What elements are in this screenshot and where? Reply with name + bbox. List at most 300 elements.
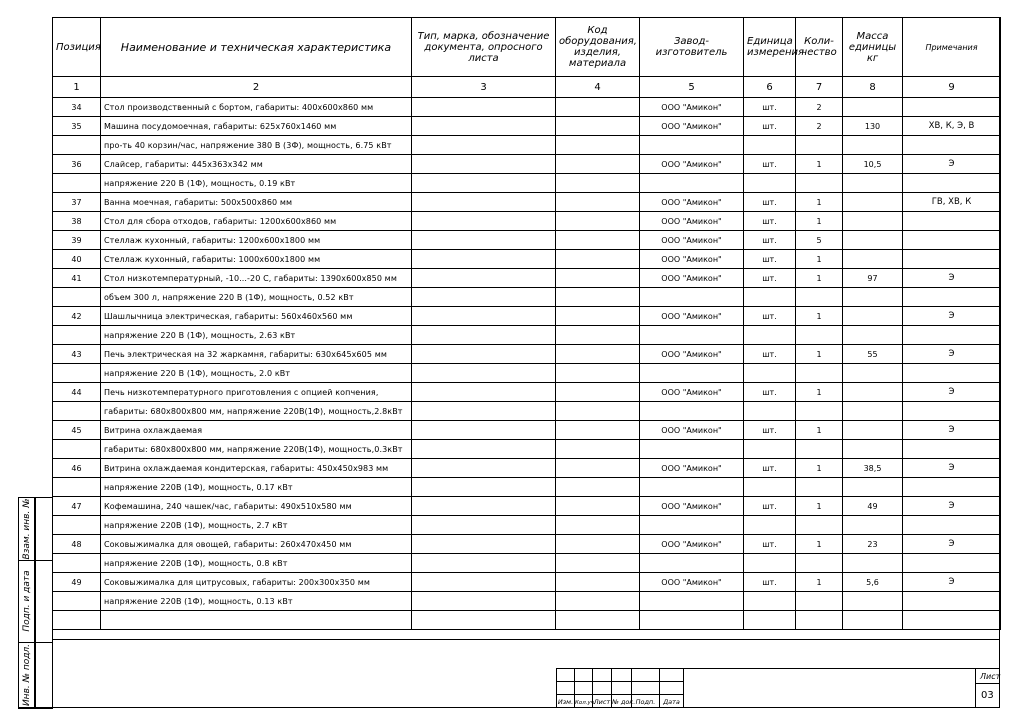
column-number: 1 [53, 77, 101, 98]
row-position: 48 [53, 535, 101, 554]
row-qty: 1 [796, 383, 843, 402]
tb-cell [592, 681, 612, 695]
row-unit: шт. [744, 497, 796, 516]
tb-label-cell [574, 694, 596, 708]
row-qty [796, 592, 843, 611]
sheet-number: 03 [981, 690, 994, 701]
row-name [101, 611, 412, 630]
row-position: 36 [53, 155, 101, 174]
table-row [53, 592, 1001, 611]
row-unit [744, 554, 796, 573]
row-remark [903, 592, 1001, 611]
row-name: Печь низкотемпературного приготовления с опцией копчения, [101, 383, 412, 402]
table-row [53, 212, 1001, 231]
row-position: 34 [53, 98, 101, 117]
row-position: 46 [53, 459, 101, 478]
tb-cell [631, 681, 660, 695]
row-name: напряжение 220В (1Ф), мощность, 0.8 кВт [101, 554, 412, 573]
row-manufacturer [640, 288, 744, 307]
row-type [412, 288, 556, 307]
row-manufacturer: ООО "Амикон" [640, 573, 744, 592]
row-position: 43 [53, 345, 101, 364]
table-row [53, 611, 1001, 630]
row-qty [796, 554, 843, 573]
stamp-vzam-inv-text: Взам. инв. № [22, 498, 32, 560]
row-qty: 1 [796, 345, 843, 364]
row-name: Витрина охлаждаемая кондитерская, габариты: 450x450x983 мм [101, 459, 412, 478]
specification-body [53, 98, 1001, 630]
column-number: 9 [903, 77, 1001, 98]
row-unit: шт. [744, 250, 796, 269]
header-row [53, 18, 1001, 77]
row-type [412, 174, 556, 193]
row-position [53, 440, 101, 459]
table-row [53, 231, 1001, 250]
row-position: 44 [53, 383, 101, 402]
row-remark [903, 212, 1001, 231]
stamp-podp-data [19, 560, 35, 643]
row-name: габариты: 680x800x800 мм, напряжение 220В(1Ф), мощность,0.3кВт [101, 440, 412, 459]
table-row [53, 174, 1001, 193]
row-name: Кофемашина, 240 чашек/час, габариты: 490x510x580 мм [101, 497, 412, 516]
column-number: 2 [101, 77, 412, 98]
row-type [412, 136, 556, 155]
header-remark: Примечания [903, 18, 1001, 77]
row-type [412, 364, 556, 383]
row-unit: шт. [744, 307, 796, 326]
row-manufacturer: ООО "Амикон" [640, 231, 744, 250]
row-unit: шт. [744, 212, 796, 231]
row-qty: 5 [796, 231, 843, 250]
row-code [556, 174, 640, 193]
tb-label-cell [631, 694, 660, 708]
row-manufacturer: ООО "Амикон" [640, 345, 744, 364]
row-remark [903, 98, 1001, 117]
row-mass [843, 421, 903, 440]
tb-cell [556, 668, 575, 682]
row-position: 41 [53, 269, 101, 288]
row-code [556, 231, 640, 250]
row-type [412, 269, 556, 288]
row-position: 38 [53, 212, 101, 231]
row-type [412, 250, 556, 269]
table-row [53, 250, 1001, 269]
row-unit: шт. [744, 269, 796, 288]
row-mass: 5,6 [843, 573, 903, 592]
tb-cell [556, 681, 575, 695]
row-type [412, 345, 556, 364]
row-unit: шт. [744, 421, 796, 440]
header-position: Позиция [53, 18, 101, 77]
column-number: 8 [843, 77, 903, 98]
row-qty: 1 [796, 535, 843, 554]
tb-cell [574, 668, 593, 682]
column-number: 4 [556, 77, 640, 98]
header-name: Наименование и техническая характеристика [101, 18, 412, 77]
row-manufacturer [640, 611, 744, 630]
row-unit: шт. [744, 573, 796, 592]
table-bottom-line [52, 639, 1000, 640]
row-code [556, 535, 640, 554]
column-number-row [53, 77, 1001, 98]
table-row [53, 459, 1001, 478]
row-code [556, 269, 640, 288]
row-remark [903, 231, 1001, 250]
row-manufacturer: ООО "Амикон" [640, 212, 744, 231]
row-position [53, 326, 101, 345]
title-block [556, 668, 1000, 708]
row-manufacturer: ООО "Амикон" [640, 459, 744, 478]
row-mass: 130 [843, 117, 903, 136]
row-mass [843, 307, 903, 326]
row-manufacturer: ООО "Амикон" [640, 421, 744, 440]
header-code: Код оборудования, изделия, материала [556, 18, 640, 77]
row-remark: Э [903, 307, 1001, 326]
row-position [53, 516, 101, 535]
row-name: про-ть 40 корзин/час, напряжение 380 В (3Ф), мощность, 6.75 кВт [101, 136, 412, 155]
tb-title-area [683, 668, 976, 708]
row-code [556, 611, 640, 630]
header-qty: Коли-чество [796, 18, 843, 77]
row-manufacturer [640, 440, 744, 459]
row-code [556, 364, 640, 383]
row-type [412, 611, 556, 630]
row-unit [744, 326, 796, 345]
row-remark [903, 440, 1001, 459]
table-row [53, 288, 1001, 307]
row-position: 39 [53, 231, 101, 250]
row-manufacturer: ООО "Амикон" [640, 193, 744, 212]
row-unit: шт. [744, 98, 796, 117]
tb-cell [659, 681, 684, 695]
row-position [53, 554, 101, 573]
specification-table [52, 17, 1001, 630]
row-manufacturer: ООО "Амикон" [640, 98, 744, 117]
row-remark: Э [903, 497, 1001, 516]
row-code [556, 288, 640, 307]
row-qty [796, 440, 843, 459]
row-remark [903, 174, 1001, 193]
side-stamps [18, 497, 52, 707]
row-code [556, 459, 640, 478]
row-name: напряжение 220 В (1Ф), мощность, 2.0 кВт [101, 364, 412, 383]
sheet-label: Лист [980, 672, 1001, 681]
row-mass [843, 174, 903, 193]
tb-label-podp: Подп. [635, 698, 656, 706]
tb-cell [659, 668, 684, 682]
row-mass [843, 212, 903, 231]
row-code [556, 250, 640, 269]
row-remark [903, 136, 1001, 155]
tb-label-cell [556, 694, 575, 708]
row-unit: шт. [744, 155, 796, 174]
table-row [53, 98, 1001, 117]
stamp-inv-podl [19, 642, 35, 708]
row-manufacturer [640, 516, 744, 535]
table-row [53, 345, 1001, 364]
row-mass: 97 [843, 269, 903, 288]
row-mass [843, 592, 903, 611]
row-qty [796, 402, 843, 421]
row-unit: шт. [744, 535, 796, 554]
row-name: напряжение 220В (1Ф), мощность, 0.13 кВт [101, 592, 412, 611]
row-type [412, 478, 556, 497]
row-manufacturer: ООО "Амикон" [640, 383, 744, 402]
row-code [556, 345, 640, 364]
stamp-inv-podl-text: Инв. № подл. [22, 643, 32, 707]
row-remark [903, 611, 1001, 630]
row-mass [843, 326, 903, 345]
row-remark: Э [903, 383, 1001, 402]
row-position [53, 611, 101, 630]
row-remark [903, 554, 1001, 573]
row-unit [744, 440, 796, 459]
row-unit [744, 592, 796, 611]
table-row [53, 307, 1001, 326]
row-qty [796, 478, 843, 497]
row-name: Стол для сбора отходов, габариты: 1200x600x860 мм [101, 212, 412, 231]
row-manufacturer: ООО "Амикон" [640, 155, 744, 174]
table-row [53, 155, 1001, 174]
row-mass [843, 231, 903, 250]
tb-sheet-divider [975, 683, 1000, 684]
row-type [412, 421, 556, 440]
row-name: объем 300 л, напряжение 220 В (1Ф), мощность, 0.52 кВт [101, 288, 412, 307]
row-manufacturer [640, 174, 744, 193]
row-remark: Э [903, 459, 1001, 478]
column-number: 5 [640, 77, 744, 98]
row-mass [843, 250, 903, 269]
table-row [53, 402, 1001, 421]
row-type [412, 592, 556, 611]
row-name: Витрина охлаждаемая [101, 421, 412, 440]
row-remark [903, 326, 1001, 345]
tb-label-doc: № док. [612, 698, 636, 706]
row-name: Машина посудомоечная, габариты: 625x760x1460 мм [101, 117, 412, 136]
row-position: 47 [53, 497, 101, 516]
row-code [556, 402, 640, 421]
row-mass [843, 402, 903, 421]
row-unit: шт. [744, 193, 796, 212]
table-row [53, 535, 1001, 554]
table-row [53, 497, 1001, 516]
row-code [556, 440, 640, 459]
row-position: 42 [53, 307, 101, 326]
row-manufacturer [640, 402, 744, 421]
row-manufacturer [640, 592, 744, 611]
row-code [556, 573, 640, 592]
table-row [53, 573, 1001, 592]
row-mass [843, 440, 903, 459]
row-qty: 1 [796, 155, 843, 174]
row-qty: 1 [796, 212, 843, 231]
row-qty: 1 [796, 497, 843, 516]
row-position: 40 [53, 250, 101, 269]
row-code [556, 136, 640, 155]
table-row [53, 421, 1001, 440]
tb-label-cell [659, 694, 684, 708]
row-mass [843, 98, 903, 117]
row-qty: 1 [796, 307, 843, 326]
row-type [412, 516, 556, 535]
stamp-value-cell [35, 560, 52, 643]
row-code [556, 497, 640, 516]
tb-label-data: Дата [663, 698, 680, 706]
tb-cell [611, 681, 632, 695]
row-name: габариты: 680x800x800 мм, напряжение 220В(1Ф), мощность,2.8кВт [101, 402, 412, 421]
row-position [53, 364, 101, 383]
row-mass: 38,5 [843, 459, 903, 478]
table-row [53, 554, 1001, 573]
row-type [412, 193, 556, 212]
table-row [53, 383, 1001, 402]
row-manufacturer: ООО "Амикон" [640, 269, 744, 288]
row-mass: 49 [843, 497, 903, 516]
row-type [412, 573, 556, 592]
row-name: Соковыжималка для овощей, габариты: 260x470x450 мм [101, 535, 412, 554]
row-name: напряжение 220В (1Ф), мощность, 2.7 кВт [101, 516, 412, 535]
row-remark [903, 288, 1001, 307]
row-position: 45 [53, 421, 101, 440]
row-unit: шт. [744, 117, 796, 136]
row-code [556, 326, 640, 345]
row-mass [843, 383, 903, 402]
row-name: Стол производственный с бортом, габариты: 400x600x860 мм [101, 98, 412, 117]
stamp-vzam-inv [19, 498, 35, 561]
row-code [556, 478, 640, 497]
row-code [556, 155, 640, 174]
row-position [53, 478, 101, 497]
row-qty [796, 611, 843, 630]
row-mass [843, 554, 903, 573]
row-unit [744, 516, 796, 535]
row-qty [796, 288, 843, 307]
row-code [556, 592, 640, 611]
stamp-podp-data-text: Подп. и дата [22, 570, 32, 632]
row-code [556, 421, 640, 440]
row-unit [744, 478, 796, 497]
header-manufacturer: Завод-изготовитель [640, 18, 744, 77]
row-unit: шт. [744, 459, 796, 478]
row-remark: Э [903, 421, 1001, 440]
header-type: Тип, марка, обозначение документа, опросного листа [412, 18, 556, 77]
header-mass: Масса единицы кг [843, 18, 903, 77]
row-qty: 2 [796, 117, 843, 136]
tb-label-izm: Изм. [557, 698, 574, 706]
row-type [412, 535, 556, 554]
row-remark [903, 250, 1001, 269]
table-row [53, 117, 1001, 136]
row-qty: 1 [796, 250, 843, 269]
row-qty: 1 [796, 573, 843, 592]
row-qty: 1 [796, 421, 843, 440]
row-unit: шт. [744, 383, 796, 402]
tb-label-cell [611, 694, 636, 708]
row-unit [744, 402, 796, 421]
row-remark: Э [903, 535, 1001, 554]
row-name: напряжение 220 В (1Ф), мощность, 2.63 кВт [101, 326, 412, 345]
row-type [412, 117, 556, 136]
row-mass [843, 193, 903, 212]
row-position [53, 592, 101, 611]
row-manufacturer: ООО "Амикон" [640, 497, 744, 516]
row-remark: Э [903, 269, 1001, 288]
row-name: Слайсер, габариты: 445x363x342 мм [101, 155, 412, 174]
row-position [53, 174, 101, 193]
row-mass: 55 [843, 345, 903, 364]
table-row [53, 269, 1001, 288]
table-row [53, 440, 1001, 459]
row-mass [843, 136, 903, 155]
row-qty: 1 [796, 269, 843, 288]
table-row [53, 193, 1001, 212]
row-remark [903, 478, 1001, 497]
row-manufacturer [640, 554, 744, 573]
row-code [556, 383, 640, 402]
column-number: 7 [796, 77, 843, 98]
row-mass [843, 516, 903, 535]
row-name: Стеллаж кухонный, габариты: 1000x600x1800 мм [101, 250, 412, 269]
row-type [412, 383, 556, 402]
row-unit [744, 136, 796, 155]
row-manufacturer: ООО "Амикон" [640, 307, 744, 326]
row-name: Стеллаж кухонный, габариты: 1200x600x1800 мм [101, 231, 412, 250]
row-mass [843, 478, 903, 497]
row-qty [796, 174, 843, 193]
row-remark: Э [903, 155, 1001, 174]
row-code [556, 117, 640, 136]
row-manufacturer: ООО "Амикон" [640, 250, 744, 269]
row-qty [796, 136, 843, 155]
row-remark: ГВ, ХВ, К [903, 193, 1001, 212]
tb-cell [611, 668, 632, 682]
row-type [412, 554, 556, 573]
stamp-col-values [34, 497, 53, 709]
row-remark [903, 402, 1001, 421]
row-mass: 23 [843, 535, 903, 554]
tb-label-cell [592, 694, 612, 708]
tb-label-kol-uch: Кол.уч. [575, 700, 596, 706]
row-unit [744, 288, 796, 307]
row-type [412, 402, 556, 421]
row-unit [744, 174, 796, 193]
table-row [53, 364, 1001, 383]
table-row [53, 326, 1001, 345]
row-code [556, 307, 640, 326]
column-number: 3 [412, 77, 556, 98]
row-manufacturer: ООО "Амикон" [640, 535, 744, 554]
row-code [556, 212, 640, 231]
row-type [412, 231, 556, 250]
row-qty [796, 364, 843, 383]
row-remark: Э [903, 573, 1001, 592]
row-type [412, 307, 556, 326]
tb-cell [631, 668, 660, 682]
row-manufacturer: ООО "Амикон" [640, 117, 744, 136]
row-qty: 1 [796, 459, 843, 478]
row-unit [744, 364, 796, 383]
row-qty [796, 326, 843, 345]
row-position [53, 402, 101, 421]
row-position: 37 [53, 193, 101, 212]
row-type [412, 459, 556, 478]
tb-cell [574, 681, 593, 695]
row-name: Шашлычница электрическая, габариты: 560x460x560 мм [101, 307, 412, 326]
row-manufacturer [640, 478, 744, 497]
tb-cell [592, 668, 612, 682]
row-qty: 1 [796, 193, 843, 212]
tb-label-list: Лист [593, 698, 611, 706]
